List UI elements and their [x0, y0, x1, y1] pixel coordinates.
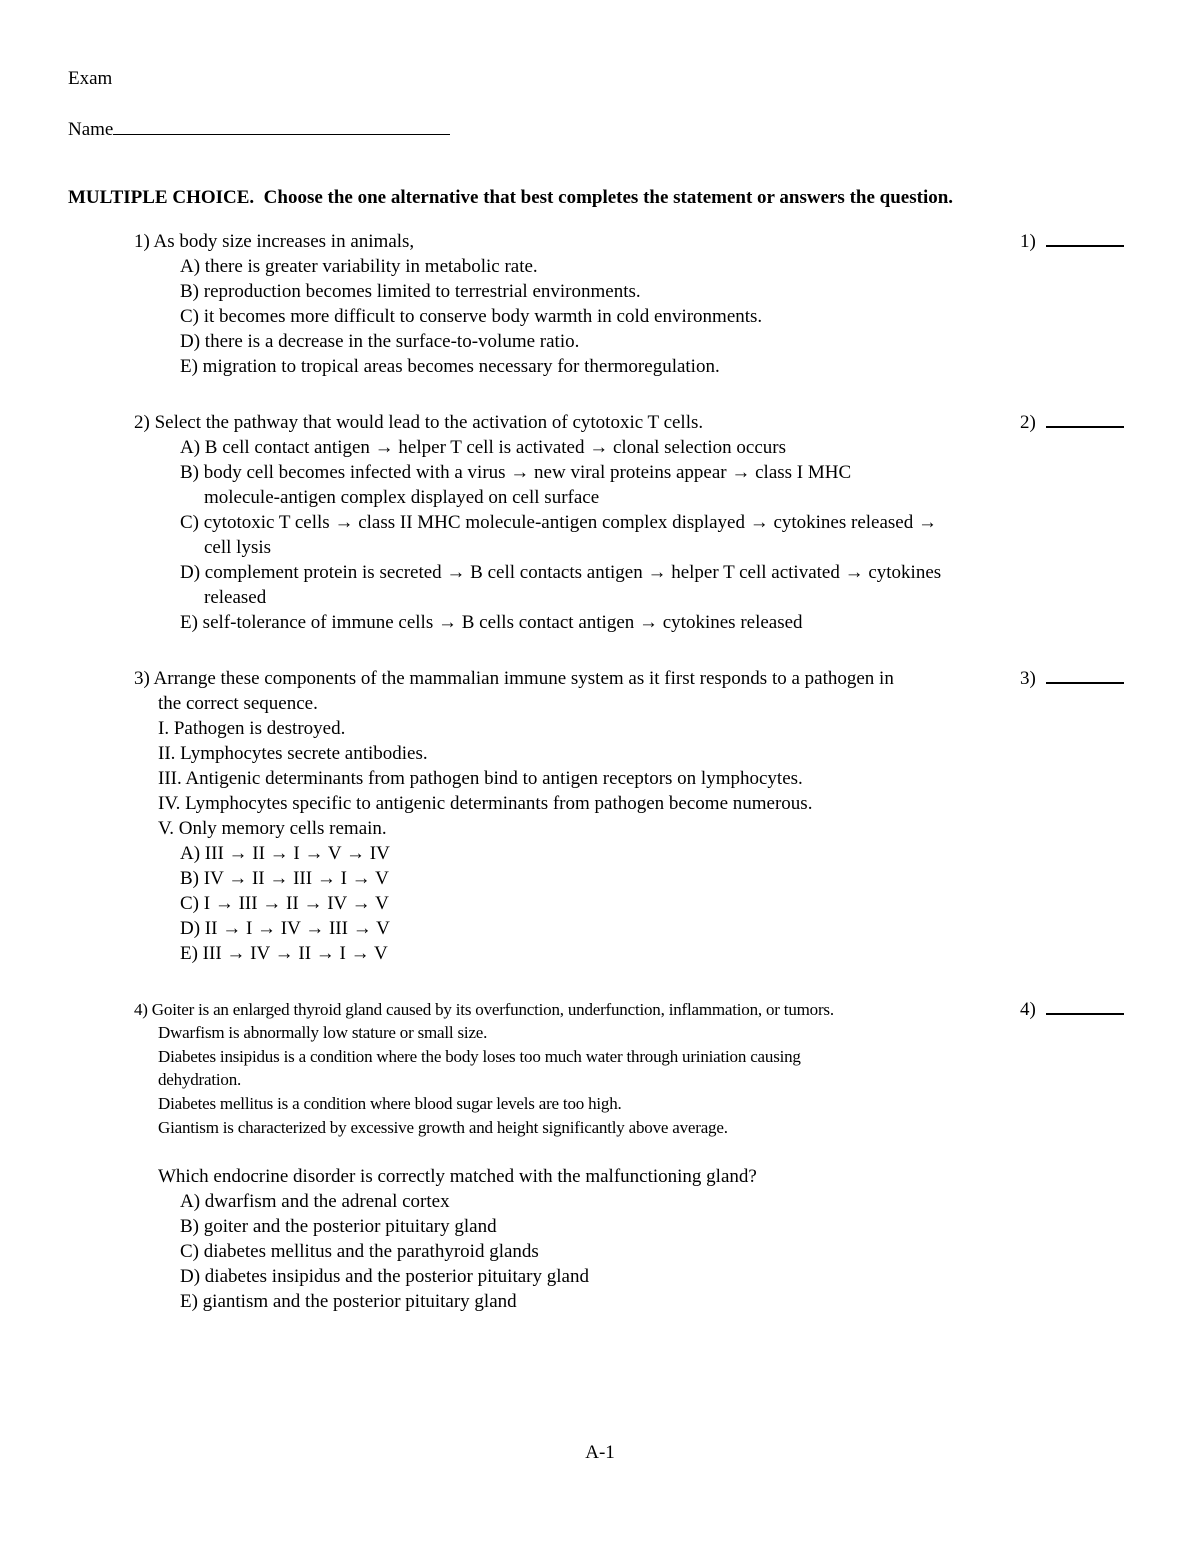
- q3-option-c: C) I → III → II → IV → V: [180, 893, 389, 914]
- q4-definition-3: Diabetes mellitus is a condition where blood sugar levels are too high.: [158, 1094, 622, 1113]
- instructions-heading-text: Choose the one alternative that best completes the statement or answers the question.: [263, 187, 954, 208]
- q4-definition-2: Diabetes insipidus is a condition where the body loses too much water through uriniation causing: [158, 1047, 801, 1066]
- q2-option-a: A) B cell contact antigen → helper T cell is activated → clonal selection occurs: [180, 437, 787, 458]
- q3-option-b: B) IV → II → III → I → V: [180, 868, 389, 889]
- q2-option-b: B) body cell becomes infected with a virus → new viral proteins appear → class I MHC: [180, 462, 852, 483]
- q3-item-3: III. Antigenic determinants from pathogen bind to antigen receptors on lymphocytes.: [158, 768, 803, 789]
- q2-option-e: E) self-tolerance of immune cells → B cells contact antigen → cytokines released: [180, 612, 803, 633]
- q4-definition-4: Giantism is characterized by excessive growth and height significantly above average.: [158, 1118, 728, 1137]
- q4-option-b: B) goiter and the posterior pituitary gland: [180, 1216, 497, 1237]
- q3-answer: [1020, 666, 1124, 691]
- q4-answer: [1020, 997, 1124, 1022]
- q2-answer-blank[interactable]: [1046, 410, 1124, 428]
- q4-option-a: A) dwarfism and the adrenal cortex: [180, 1191, 450, 1212]
- q4-option-d: D) diabetes insipidus and the posterior pituitary gland: [180, 1266, 589, 1287]
- q4-answer-blank[interactable]: [1046, 997, 1124, 1015]
- q2-option-d-cont: released: [204, 587, 267, 608]
- q4-option-e: E) giantism and the posterior pituitary gland: [180, 1291, 517, 1312]
- q3-item-2: II. Lymphocytes secrete antibodies.: [158, 743, 428, 764]
- q1-option-a: A) there is greater variability in metabolic rate.: [180, 256, 538, 277]
- q1-option-e: E) migration to tropical areas becomes necessary for thermoregulation.: [180, 356, 720, 377]
- q4-stem-line1: 4) Goiter is an enlarged thyroid gland caused by its overfunction, underfunction, inflammation, or tumors.: [134, 1000, 834, 1019]
- q3-option-e: E) III → IV → II → I → V: [180, 943, 388, 964]
- q1-answer: [1020, 229, 1124, 254]
- q3-stem-line2: the correct sequence.: [158, 693, 318, 714]
- q2-option-c-cont: cell lysis: [204, 537, 272, 558]
- name-label: Name: [68, 119, 114, 140]
- q3-stem-line1: 3) Arrange these components of the mammalian immune system as it first responds to a pathogen in: [134, 668, 894, 689]
- instructions-heading: [68, 185, 953, 210]
- q1-option-c: C) it becomes more difficult to conserve body warmth in cold environments.: [180, 306, 763, 327]
- instructions-heading-bold: MULTIPLE CHOICE.: [68, 187, 255, 208]
- q2-option-c: C) cytotoxic T cells → class II MHC molecule-antigen complex displayed → cytokines released →: [180, 512, 937, 533]
- q2-option-d: D) complement protein is secreted → B cell contacts antigen → helper T cell activated → cytokines: [180, 562, 942, 583]
- q4-answer-number: 4): [1020, 999, 1036, 1020]
- q3-answer-blank[interactable]: [1046, 666, 1124, 684]
- q1-option-d: D) there is a decrease in the surface-to-volume ratio.: [180, 331, 580, 352]
- q4-definition-1: Dwarfism is abnormally low stature or small size.: [158, 1023, 488, 1042]
- q1-answer-number: 1): [1020, 231, 1036, 252]
- q3-answer-number: 3): [1020, 668, 1036, 689]
- q1-stem: 1) As body size increases in animals,: [134, 231, 415, 252]
- q2-stem: 2) Select the pathway that would lead to the activation of cytotoxic T cells.: [134, 412, 704, 433]
- name-field[interactable]: [113, 114, 450, 135]
- q3-option-a: A) III → II → I → V → IV: [180, 843, 390, 864]
- q4-option-c: C) diabetes mellitus and the parathyroid glands: [180, 1241, 539, 1262]
- q1-option-b: B) reproduction becomes limited to terrestrial environments.: [180, 281, 641, 302]
- q3-option-d: D) II → I → IV → III → V: [180, 918, 390, 939]
- q3-item-4: IV. Lymphocytes specific to antigenic determinants from pathogen become numerous.: [158, 793, 813, 814]
- q4-question: Which endocrine disorder is correctly matched with the malfunctioning gland?: [158, 1166, 757, 1187]
- exam-label: Exam: [68, 68, 113, 89]
- q1-answer-blank[interactable]: [1046, 229, 1124, 247]
- q2-answer-number: 2): [1020, 412, 1036, 433]
- q4-definition-2-cont: dehydration.: [158, 1070, 242, 1089]
- page-number: A-1: [585, 1442, 615, 1463]
- q2-option-b-cont: molecule-antigen complex displayed on cell surface: [204, 487, 600, 508]
- q3-item-5: V. Only memory cells remain.: [158, 818, 387, 839]
- q3-item-1: I. Pathogen is destroyed.: [158, 718, 346, 739]
- name-row: [68, 114, 450, 142]
- q2-answer: [1020, 410, 1124, 435]
